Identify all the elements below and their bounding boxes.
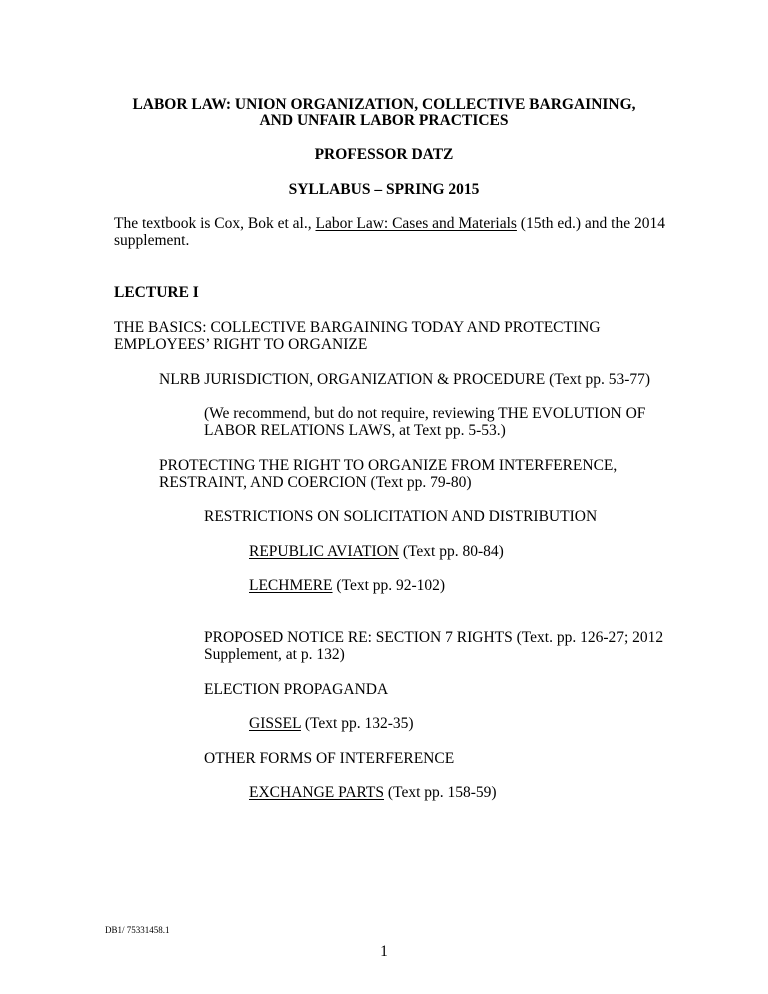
protecting-right-line-2: RESTRAINT, AND COERCION (Text pp. 79-80): [159, 474, 472, 491]
lecture-topic-line-1: THE BASICS: COLLECTIVE BARGAINING TODAY AND PROTECTING: [114, 319, 601, 336]
case-exchange-parts: [249, 783, 497, 802]
case-name: GISSEL: [249, 715, 301, 732]
case-name: EXCHANGE PARTS: [249, 784, 385, 801]
textbook-intro-suffix: (15th ed.) and the 2014: [516, 215, 665, 232]
case-pages: (Text pp. 132-35): [300, 715, 414, 732]
case-gissel: [249, 714, 414, 733]
case-pages: (Text pp. 158-59): [384, 784, 497, 801]
course-title-line-2: AND UNFAIR LABOR PRACTICES: [259, 112, 509, 129]
lecture-topic-line-2: EMPLOYEES’ RIGHT TO ORGANIZE: [114, 336, 368, 353]
case-pages: (Text pp. 92-102): [332, 577, 446, 594]
document-id: DB1/ 75331458.1: [105, 925, 170, 935]
other-forms-heading: OTHER FORMS OF INTERFERENCE: [204, 750, 455, 767]
case-lechmere: [249, 576, 445, 595]
recommendation-line-2: LABOR RELATIONS LAWS, at Text pp. 5-53.): [204, 422, 506, 439]
restrictions-heading: RESTRICTIONS ON SOLICITATION AND DISTRIBUTION: [204, 508, 598, 525]
case-pages: (Text pp. 80-84): [399, 543, 504, 560]
case-republic-aviation: [249, 542, 504, 561]
textbook-intro-line-1: [114, 214, 665, 233]
course-title-line-1: LABOR LAW: UNION ORGANIZATION, COLLECTIVE BARGAINING,: [132, 96, 636, 113]
textbook-title: Labor Law: Cases and Materials: [315, 215, 517, 232]
recommendation-line-1: (We recommend, but do not require, reviewing THE EVOLUTION OF: [204, 405, 646, 422]
syllabus-heading: SYLLABUS – SPRING 2015: [288, 181, 480, 198]
proposed-notice-line-1: PROPOSED NOTICE RE: SECTION 7 RIGHTS (Text. pp. 126-27; 2012: [204, 629, 664, 646]
case-name: REPUBLIC AVIATION: [249, 543, 399, 560]
textbook-intro-prefix: The textbook is Cox, Bok et al.,: [114, 215, 316, 232]
nlrb-jurisdiction-item: NLRB JURISDICTION, ORGANIZATION & PROCEDURE (Text pp. 53-77): [159, 371, 651, 388]
textbook-intro-line-2: supplement.: [114, 232, 190, 249]
page-number: 1: [380, 943, 388, 960]
election-propaganda-heading: ELECTION PROPAGANDA: [204, 681, 389, 698]
case-name: LECHMERE: [249, 577, 333, 594]
professor-name: PROFESSOR DATZ: [314, 146, 454, 163]
protecting-right-line-1: PROTECTING THE RIGHT TO ORGANIZE FROM INTERFERENCE,: [159, 457, 618, 474]
lecture-heading: LECTURE I: [114, 284, 199, 301]
proposed-notice-line-2: Supplement, at p. 132): [204, 646, 345, 663]
